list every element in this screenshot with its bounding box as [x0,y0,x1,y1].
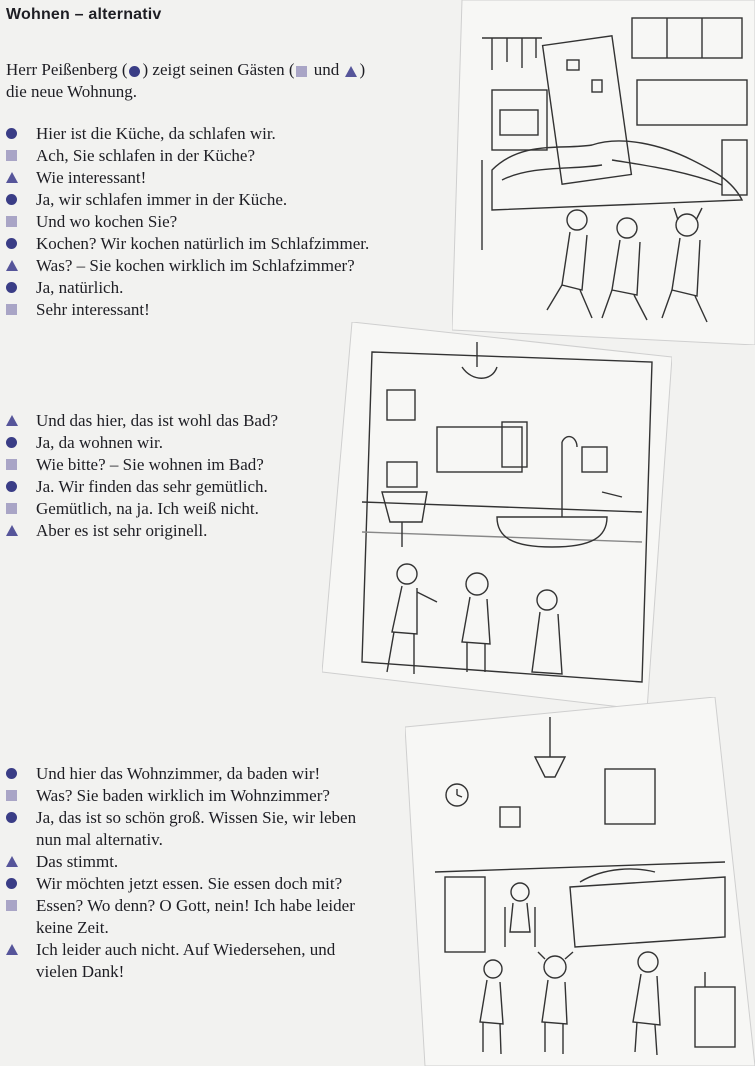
dialog-line: Und das hier, das ist wohl das Bad? [6,410,278,432]
dialog-line: Wir möchten jetzt essen. Sie essen doch mit? [6,873,356,895]
dialog-line: Kochen? Wir kochen natürlich im Schlafzimmer. [6,233,369,255]
circle-icon [6,238,17,249]
dialog-livingroom [6,763,356,983]
dialog-line: Und wo kochen Sie? [6,211,369,233]
circle-icon [6,194,17,205]
dialog-line: Das stimmt. [6,851,356,873]
square-icon [6,790,17,801]
dialog-line: Was? Sie baden wirklich im Wohnzimmer? [6,785,356,807]
bathroom-illustration [322,322,672,710]
dialog-kitchen [6,123,369,321]
circle-icon [6,768,17,779]
circle-icon [6,812,17,823]
dialog-line: Ja, das ist so schön groß. Wissen Sie, wir leben nun mal alternativ. [6,807,356,851]
kitchen-illustration [452,0,755,345]
triangle-icon [6,856,18,867]
circle-icon [6,282,17,293]
square-icon [6,900,17,911]
triangle-icon [6,260,18,271]
dialog-line: Was? – Sie kochen wirklich im Schlafzimmer? [6,255,369,277]
dialog-line: Ja. Wir finden das sehr gemütlich. [6,476,278,498]
intro-text: Herr Peißenberg ( ) zeigt seinen Gästen ( und ) die neue Wohnung. [6,60,366,101]
circle-icon [129,66,140,77]
square-icon [6,503,17,514]
circle-icon [6,128,17,139]
triangle-icon [6,415,18,426]
square-icon [6,216,17,227]
square-icon [296,66,307,77]
dialog-line: Und hier das Wohnzimmer, da baden wir! [6,763,356,785]
dialog-line: Sehr interessant! [6,299,369,321]
livingroom-illustration [405,697,755,1066]
page-title: Wohnen – alternativ [6,6,162,23]
dialog-line: Aber es ist sehr originell. [6,520,278,542]
dialog-line: Ja, da wohnen wir. [6,432,278,454]
dialog-line: Ach, Sie schlafen in der Küche? [6,145,369,167]
dialog-line: Ja, natürlich. [6,277,369,299]
circle-icon [6,878,17,889]
bathroom-drawing [322,322,672,710]
circle-icon [6,481,17,492]
dialog-line: Ja, wir schlafen immer in der Küche. [6,189,369,211]
dialog-line: Ich leider auch nicht. Auf Wiedersehen, und vielen Dank! [6,939,356,983]
kitchen-drawing [452,0,755,345]
dialog-line: Hier ist die Küche, da schlafen wir. [6,123,369,145]
square-icon [6,304,17,315]
circle-icon [6,437,17,448]
triangle-icon [6,944,18,955]
dialog-line: Essen? Wo denn? O Gott, nein! Ich habe leider keine Zeit. [6,895,356,939]
dialog-bathroom [6,410,278,542]
dialog-line: Wie interessant! [6,167,369,189]
triangle-icon [6,172,18,183]
livingroom-drawing [405,697,755,1066]
square-icon [6,459,17,470]
triangle-icon [345,66,357,77]
triangle-icon [6,525,18,536]
dialog-line: Wie bitte? – Sie wohnen im Bad? [6,454,278,476]
square-icon [6,150,17,161]
dialog-line: Gemütlich, na ja. Ich weiß nicht. [6,498,278,520]
